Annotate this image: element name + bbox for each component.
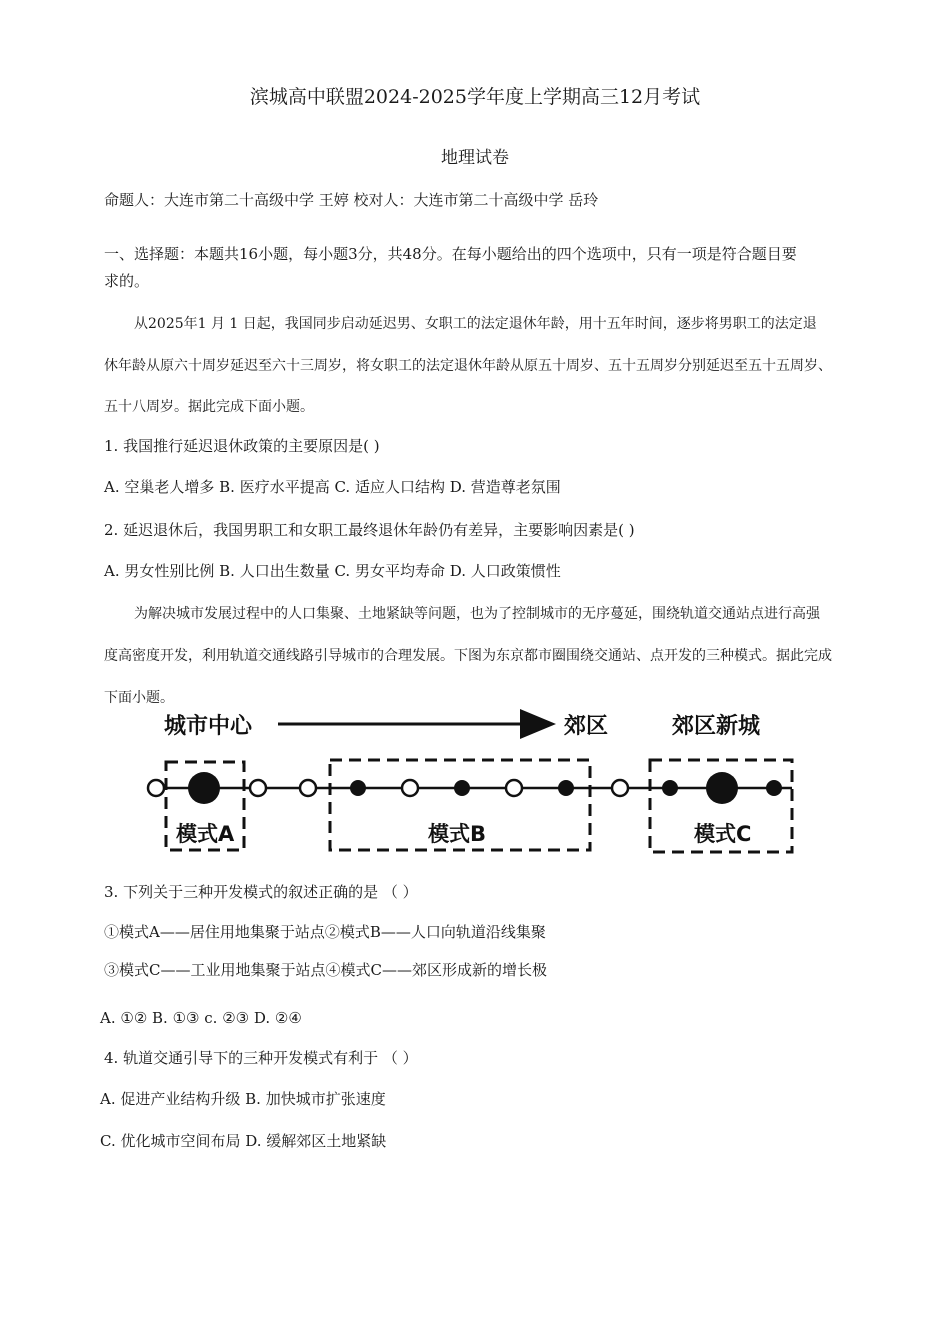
mode-a-label: 模式A [176,822,235,846]
question-4-options-row-2: C. 优化城市空间布局 D. 缓解郊区土地紧缺 [100,1132,387,1150]
passage2-line-2: 度高密度开发，利用轨道交通线路引导城市的合理发展。下图为东京都市圈围绕交通站、点开发的三种模式。据此完成 [104,648,832,664]
section-intro-line-2: 求的。 [104,272,150,290]
mode-b-label: 模式B [428,822,487,846]
passage1-line-2: 休年龄从原六十周岁延迟至六十三周岁，将女职工的法定退休年龄从原五十周岁、五十五周岁分别延迟至五十五周岁、 [104,358,832,374]
question-4-options-row-1: A. 促进产业结构升级 B. 加快城市扩张速度 [100,1090,386,1108]
station-developed [350,780,366,796]
station-hub [706,772,738,804]
subject-title: 地理试卷 [441,148,509,168]
station-minor [250,780,266,796]
question-3-statement-2: ③模式C——工业用地集聚于站点④模式C——郊区形成新的增长极 [104,961,547,979]
question-3-options: A. ①② B. ①③ c. ②③ D. ②④ [100,1009,302,1027]
question-3-statement-1: ①模式A——居住用地集聚于站点②模式B——人口向轨道沿线集聚 [104,923,546,941]
station-minor [300,780,316,796]
station-minor [402,780,418,796]
question-4-stem: 4. 轨道交通引导下的三种开发模式有利于 （ ） [104,1049,418,1067]
exam-title: 滨城高中联盟2024-2025学年度上学期高三12月考试 [249,86,701,108]
question-1-stem: 1. 我国推行延迟退休政策的主要原因是( ) [104,437,380,455]
passage1-line-3: 五十八周岁。据此完成下面小题。 [104,399,314,415]
question-3-stem: 3. 下列关于三种开发模式的叙述正确的是 （ ） [104,883,418,901]
section-intro-line-1: 一、选择题：本题共16小题，每小题3分，共48分。在每小题给出的四个选项中，只有一项是符合题目要 [104,245,797,263]
station-developed [558,780,574,796]
development-modes-diagram [140,704,800,864]
station-minor [148,780,164,796]
passage2-line-1: 为解决城市发展过程中的人口集聚、土地紧缺等问题，也为了控制城市的无序蔓延，围绕轨道交通站点进行高强 [134,606,820,622]
passage1-line-1: 从2025年1 月 1 日起，我国同步启动延迟男、女职工的法定退休年龄，用十五年时间，逐步将男职工的法定退 [134,316,817,332]
station-minor [506,780,522,796]
station-developed [766,780,782,796]
mode-c-label: 模式C [694,822,752,846]
passage2-line-3: 下面小题。 [104,690,174,706]
question-2-stem: 2. 延迟退休后，我国男职工和女职工最终退休年龄仍有差异，主要影响因素是( ) [104,521,635,539]
station-minor [612,780,628,796]
question-2-options: A. 男女性别比例 B. 人口出生数量 C. 男女平均寿命 D. 人口政策惯性 [104,562,561,580]
station-developed [662,780,678,796]
station-hub [188,772,220,804]
station-developed [454,780,470,796]
label-suburb: 郊区 [564,714,609,739]
label-city-center: 城市中心 [164,714,253,739]
question-1-options: A. 空巢老人增多 B. 医疗水平提高 C. 适应人口结构 D. 营造尊老氛围 [104,478,561,496]
authors-line: 命题人：大连市第二十高级中学 王婷 校对人：大连市第二十高级中学 岳玲 [104,191,599,209]
label-new-town: 郊区新城 [672,714,761,739]
